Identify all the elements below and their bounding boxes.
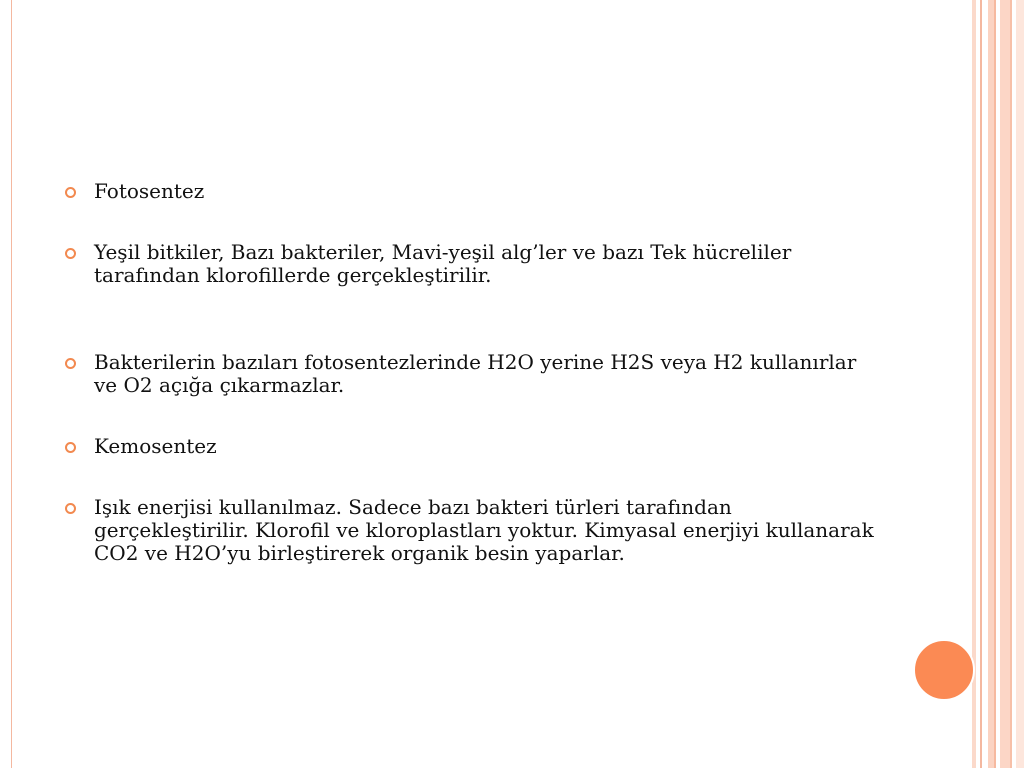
bullet-circle-icon <box>65 503 76 514</box>
bullet-circle-icon <box>65 358 76 369</box>
stripe <box>972 0 976 768</box>
bullet-circle-icon <box>65 187 76 198</box>
stripe <box>1016 0 1024 768</box>
list-item <box>62 496 882 565</box>
bullet-list <box>62 180 882 565</box>
stripe <box>980 0 982 768</box>
bullet-circle-icon <box>65 248 76 259</box>
left-frame-line <box>11 0 12 768</box>
decorative-circle <box>913 639 975 701</box>
bullet-circle-icon <box>65 442 76 453</box>
bullet-text: Yeşil bitkiler, Bazı bakteriler, Mavi-yeşil alg’ler ve bazı Tek hücreliler tarafından klorofillerde gerçekleştirilir. <box>94 240 792 287</box>
right-decorative-stripes <box>972 0 1024 768</box>
list-item <box>62 351 882 397</box>
list-item <box>62 241 882 287</box>
bullet-text: Bakterilerin bazıları fotosentezlerinde H2O yerine H2S veya H2 kullanırlar ve O2 açığa çıkarmazlar. <box>94 350 857 397</box>
stripe <box>1000 0 1010 768</box>
stripe <box>994 0 996 768</box>
bullet-text: Kemosentez <box>94 434 217 458</box>
stripe <box>1010 0 1012 768</box>
list-item <box>62 180 882 203</box>
bullet-text: Işık enerjisi kullanılmaz. Sadece bazı bakteri türleri tarafından gerçekleştirilir. Klorofil ve kloroplastları yoktur. Kimyasal enerjiyi kullanarak CO2 ve H2O’yu birleştirerek organik besin yaparlar. <box>94 495 874 565</box>
bullet-text: Fotosentez <box>94 179 205 203</box>
list-item <box>62 435 882 458</box>
